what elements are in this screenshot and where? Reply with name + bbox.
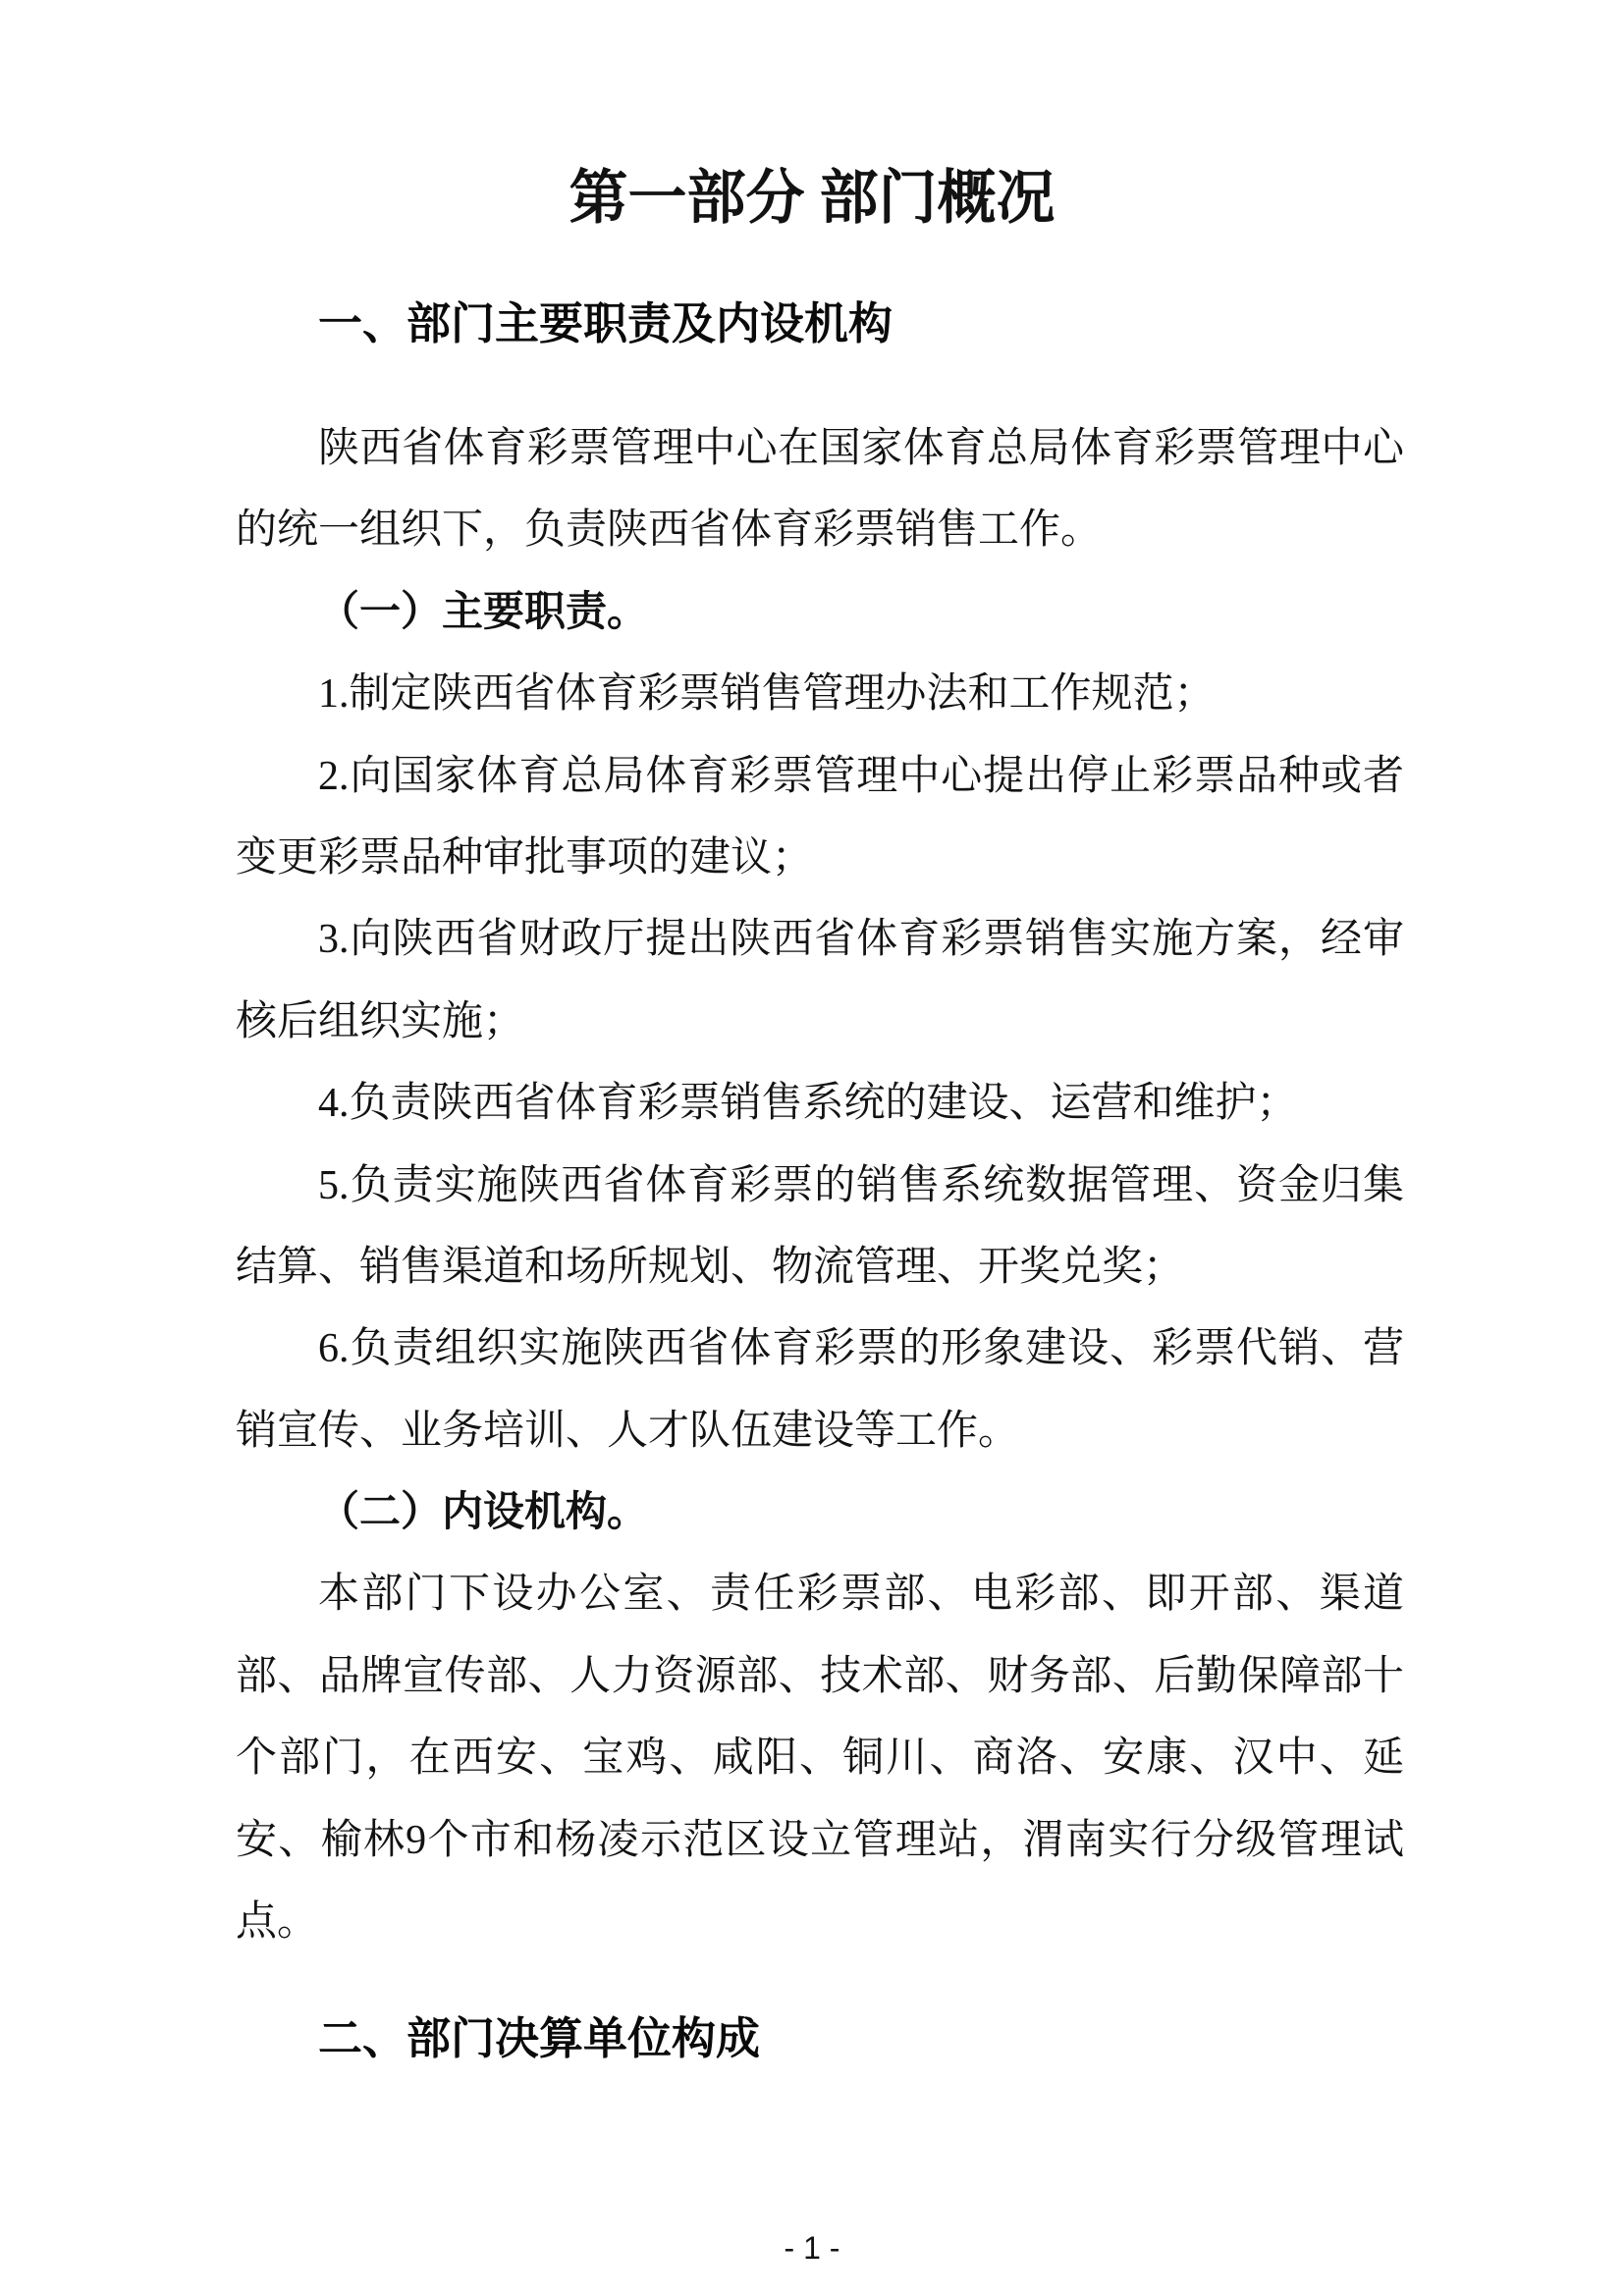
text-line: 本部门下设办公室、责任彩票部、电彩部、即开部、渠道 xyxy=(318,1572,1404,1618)
text-line: 陕西省体育彩票管理中心在国家体育总局体育彩票管理中心 xyxy=(318,426,1404,471)
text-line: 1.制定陕西省体育彩票销售管理办法和工作规范； xyxy=(318,671,1216,718)
section-heading-1: 一、部门主要职责及内设机构 xyxy=(318,298,893,348)
text-line: 3.向陕西省财政厅提出陕西省体育彩票销售实施方案，经审 xyxy=(318,917,1404,963)
page-number: - 1 - xyxy=(784,2230,840,2266)
text-line: 部、品牌宣传部、人力资源部、技术部、财务部、后勤保障部十 xyxy=(236,1653,1404,1699)
text-line: 5.负责实施陕西省体育彩票的销售系统数据管理、资金归集 xyxy=(318,1162,1404,1208)
section-heading-2: 二、部门决算单位构成 xyxy=(318,2013,761,2064)
text-line: 6.负责组织实施陕西省体育彩票的形象建设、彩票代销、营 xyxy=(318,1326,1404,1372)
text-line: 安、榆林9个市和杨凌示范区设立管理站，渭南实行分级管理试 xyxy=(236,1817,1404,1863)
text-line: 2.向国家体育总局体育彩票管理中心提出停止彩票品种或者 xyxy=(318,753,1404,799)
text-line: 结算、销售渠道和场所规划、物流管理、开奖兑奖； xyxy=(236,1244,1185,1290)
text-line: 的统一组织下，负责陕西省体育彩票销售工作。 xyxy=(236,507,1103,554)
text-line: 点。 xyxy=(236,1899,319,1946)
text-line: 个部门，在西安、宝鸡、咸阳、铜川、商洛、安康、汉中、延 xyxy=(236,1735,1404,1782)
text-line: 核后组织实施； xyxy=(236,998,525,1044)
text-line: 4.负责陕西省体育彩票销售系统的建设、运营和维护； xyxy=(318,1081,1298,1127)
subsection-heading-1: （一）主要职责。 xyxy=(318,589,649,635)
text-line: 变更彩票品种审批事项的建议； xyxy=(236,834,814,881)
document-part-title: 第一部分 部门概况 xyxy=(568,166,1056,231)
text-line: 销宣传、业务培训、人才队伍建设等工作。 xyxy=(236,1408,1020,1454)
document-body xyxy=(236,408,1404,2083)
subsection-heading-2: （二）内设机构。 xyxy=(318,1490,649,1536)
